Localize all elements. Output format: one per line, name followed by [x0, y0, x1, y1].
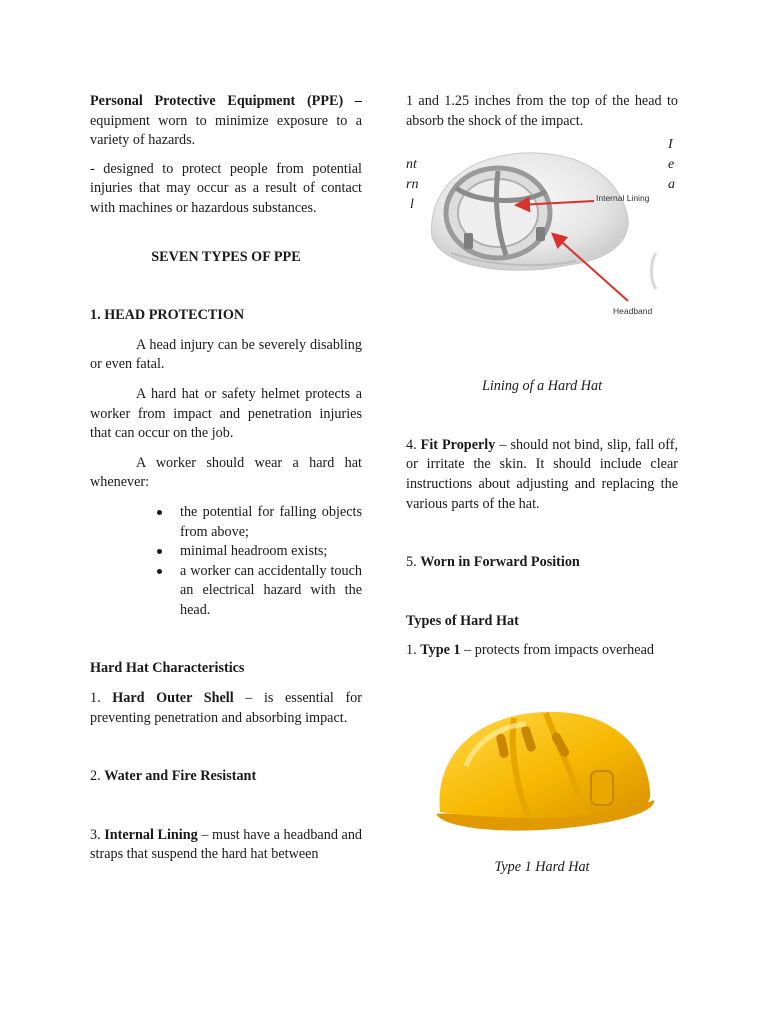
hazard-bullet-list	[90, 503, 362, 621]
head-protection-heading	[90, 306, 362, 326]
stray-letter: I	[668, 137, 673, 153]
seven-types-heading	[90, 248, 362, 268]
stray-letter: a	[668, 177, 675, 193]
type-1-text: – protects from impacts overhead	[460, 642, 654, 659]
ppe-purpose: - designed to protect people from potential injuries that may occur as a result of contact with machines or hazardous substances.	[90, 160, 362, 216]
characteristic-2-term: Water and Fire Resistant	[104, 768, 257, 785]
internal-lining-label: Internal Lining	[596, 193, 650, 204]
type1-caption: Type 1 Hard Hat	[494, 858, 590, 875]
lining-figure	[406, 137, 678, 333]
characteristic-4	[406, 436, 678, 514]
type-1-number: 1.	[406, 642, 421, 659]
characteristic-1-term: Hard Outer Shell	[112, 690, 234, 707]
characteristic-4-text: – should not bind, slip, fall off, or irritate the skin. It should include clear instructions about adjusting and replacing the various parts of the hat.	[406, 436, 679, 512]
characteristic-5-term: Worn in Forward Position	[420, 554, 580, 571]
list-item: minimal headroom exists;	[180, 542, 362, 562]
type-1-line	[406, 641, 678, 661]
paragraph-hard-hat: A hard hat or safety helmet protects a worker from impact and penetration injuries that can occur on the job.	[90, 385, 362, 442]
characteristics-heading	[90, 659, 362, 679]
paragraph-whenever: A worker should wear a hard hat whenever:	[90, 454, 362, 491]
characteristic-3-number: 3.	[90, 826, 105, 843]
left-column	[90, 92, 362, 865]
characteristic-3	[90, 826, 362, 865]
stray-letter: rn	[406, 177, 419, 193]
ppe-definition-term: Personal Protective Equipment (PPE) –	[90, 93, 362, 109]
stray-letter: l	[410, 197, 414, 213]
characteristic-2-number: 2.	[90, 768, 105, 785]
lining-diagram	[406, 143, 678, 333]
characteristic-3-text: – must have a headband and straps that suspend the hard hat between	[90, 826, 363, 863]
characteristic-5-number: 5.	[406, 554, 421, 571]
ppe-definition	[90, 92, 362, 151]
list-item: a worker can accidentally touch an electrical hazard with the head.	[180, 562, 362, 621]
seven-types-heading-text: SEVEN TYPES OF PPE	[151, 248, 301, 265]
characteristic-1-number: 1.	[90, 690, 113, 707]
characteristic-3-term: Internal Lining	[104, 826, 198, 843]
ppe-definition-text: equipment worn to minimize exposure to a variety of hazards.	[90, 112, 362, 149]
list-item: the potential for falling objects from above;	[180, 503, 362, 542]
head-protection-heading-text: 1. HEAD PROTECTION	[90, 307, 245, 324]
stray-letter: nt	[406, 157, 417, 173]
characteristic-1	[90, 689, 362, 728]
yellow-hard-hat-image	[406, 696, 678, 846]
lining-caption: Lining of a Hard Hat	[481, 378, 603, 395]
characteristics-heading-text: Hard Hat Characteristics	[90, 660, 245, 677]
type1-figure	[406, 696, 678, 846]
lining-continuation: 1 and 1.25 inches from the top of the head to absorb the shock of the impact.	[406, 93, 678, 129]
headband-label: Headband	[613, 306, 653, 317]
characteristic-1-text: – is essential for preventing penetration and absorbing impact.	[90, 690, 362, 726]
characteristic-5	[406, 553, 678, 573]
characteristic-4-term: Fit Properly	[420, 436, 496, 453]
stray-letter: e	[668, 157, 675, 173]
type-1-term: Type 1	[420, 642, 461, 659]
characteristic-2	[90, 767, 362, 787]
characteristic-4-number: 4.	[406, 436, 421, 453]
types-heading	[406, 612, 678, 632]
right-column	[406, 92, 678, 878]
paragraph-head-injury: A head injury can be severely disabling or even fatal.	[90, 336, 362, 373]
types-heading-text: Types of Hard Hat	[406, 612, 519, 629]
